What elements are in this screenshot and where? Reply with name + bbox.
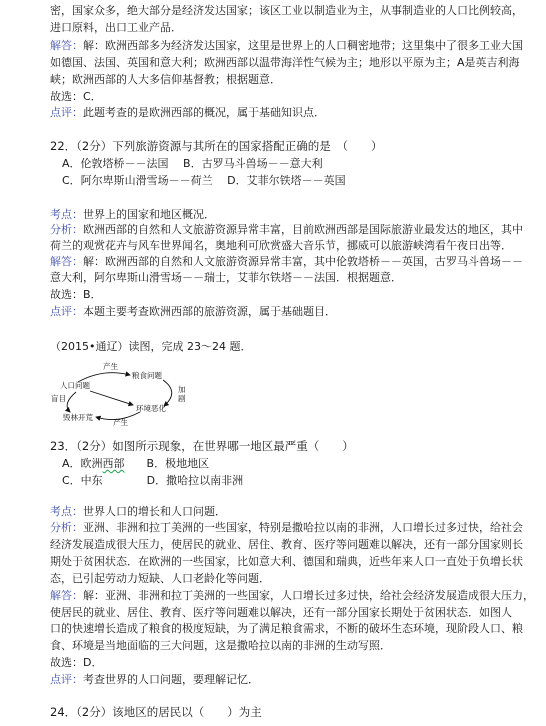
diagram-label-top: 产生 [103,362,118,371]
text-line: 态，已引起劳动力短缺、人口老龄化等问题． [50,572,270,585]
analysis-text: 欧洲西部的自然和人文旅游资源异常丰富，目前欧洲西部是国际旅游业最发达的地区，其中 [83,223,523,236]
options-23-cd: C．中东 D．撒哈拉以南非洲 [62,474,244,487]
answer-line [50,255,536,268]
text-line: 口的快速增长造成了粮食的极度短缺，为了满足粮食需求，不断的破坏生态环境，现阶段人口、粮 [50,622,523,635]
question-stem-24: 24．（2分）该地区的居民以（ ）为主 [50,705,262,719]
question-stem-22: 22．（2分）下列旅游资源与其所在的国家搭配正确的是 （ ） [50,139,383,153]
text-line: 食、环境是当地面临的三大问题，这是撒哈拉以南的非洲的生动写照． [50,639,391,652]
comment-line [50,305,536,318]
comment-line [50,673,536,686]
point-line [50,208,536,221]
point-text: 世界人口的增长和人口问题． [83,505,226,518]
analysis-text: 亚洲、非洲和拉丁美洲的一些国家，特别是撒哈拉以南的非洲，人口增长过多过快，给社会 [83,521,523,534]
choice-line: 故选：D． [50,656,103,669]
answer-label: 解答： [50,39,83,52]
answer-label: 解答： [50,589,83,602]
comment-label: 点评： [50,673,83,686]
point-label: 考点： [50,505,83,518]
question-stem-23: 23．（2分）如图所示现象，在世界哪一地区最严重（ ） [50,439,354,453]
choice-line: 故选：B． [50,288,102,301]
comment-text: 本题主要考查欧洲西部的旅游资源，属于基础题目． [83,305,336,318]
diagram-label-plus2: 剧 [178,394,186,403]
options-22-ab: A．伦敦塔桥－－法国 B．古罗马斗兽场－－意大利 [62,157,323,170]
comment-line [50,106,536,119]
option-b-text: B．极地地区 [124,457,210,470]
choice-line: 故选：C． [50,90,102,103]
arrow-deforest-to-env [90,391,133,405]
arrow-pop-to-deforest [67,392,76,412]
comment-text: 考查世界的人口问题，要理解记忆． [83,673,259,686]
text-line: 期处于贫困状态．在欧洲的一些国家，比如意大利、德国和瑞典，近些年来人口一直处于负增长状 [50,555,523,568]
diagram-label-blind: 盲目 [51,394,66,403]
answer-line [50,589,536,602]
analysis-line [50,521,536,534]
answer-line [50,39,536,52]
answer-text: 解：亚洲、非洲和拉丁美洲的一些国家，人口增长过多过快，给社会经济发展造成很大压力， [83,589,534,602]
text-line: 进口原料，出口工业产品． [50,21,182,34]
text-line: 使居民的就业、居住、教育、医疗等问题难以解决，还有一部分国家长期处于贫困状态．如图人 [50,606,512,619]
options-23-ab [62,457,536,470]
point-text: 世界上的国家和地区概况． [83,208,215,221]
answer-label: 解答： [50,255,83,268]
text-line: 意大利，阿尔卑斯山滑雪场－－瑞士，艾菲尔铁塔－－法国．根据题意． [50,271,402,284]
text-line: 经济发展造成很大压力，使居民的就业、居住、教育、医疗等问题难以解决，还有一部分国家则长 [50,538,523,551]
text-line: 峡；欧洲西部的人大多信仰基督教；根据题意． [50,73,281,86]
population-cycle-diagram [48,362,198,427]
text-line: 荷兰的观赏花卉与风车世界闻名，奥地利可欣赏盛大音乐节，挪威可以旅游峡湾看午夜日出等． [50,239,512,252]
comment-text: 此题考查的是欧洲西部的概况，属于基础知识点． [83,106,325,119]
diagram-label-plus1: 加 [178,385,186,394]
answer-text: 解：欧洲西部多为经济发达国家，这里是世界上的人口稠密地带；这里集中了很多工业大国 [83,39,523,52]
text-line: 密，国家众多，绝大部分是经济发达国家；该区工业以制造业为主，从事制造业的人口比例较高， [50,4,523,17]
analysis-line [50,223,536,236]
analysis-label: 分析： [50,223,83,236]
diagram-label-grain: 粮食问题 [132,371,162,380]
diagram-label-deforest: 毁林开荒 [63,413,93,422]
diagram-label-bottom: 产生 [113,418,128,427]
point-line [50,505,536,518]
wavy-underlined-text: 西部 [102,457,125,470]
diagram-label-env: 环境恶化 [136,404,166,413]
text-line: 如德国、法国、英国和意大利；欧洲西部以温带海洋性气候为主；地形以平原为主；A是英吉利海 [50,56,520,69]
answer-text: 解：欧洲西部的自然和人文旅游资源异常丰富，其中伦敦塔桥－－英国，古罗马斗兽场－－ [83,255,523,268]
analysis-label: 分析： [50,521,83,534]
option-a-text: A．欧洲 [62,457,103,470]
comment-label: 点评： [50,305,83,318]
section-intro: （2015•通辽）读图，完成 23～24 题． [50,340,252,353]
options-22-cd: C．阿尔卑斯山滑雪场－－荷兰 D．艾菲尔铁塔－－英国 [62,174,346,187]
comment-label: 点评： [50,106,83,119]
arrow-grain-to-env [163,380,172,406]
diagram-label-pop: 人口问题 [60,381,90,390]
point-label: 考点： [50,208,83,221]
